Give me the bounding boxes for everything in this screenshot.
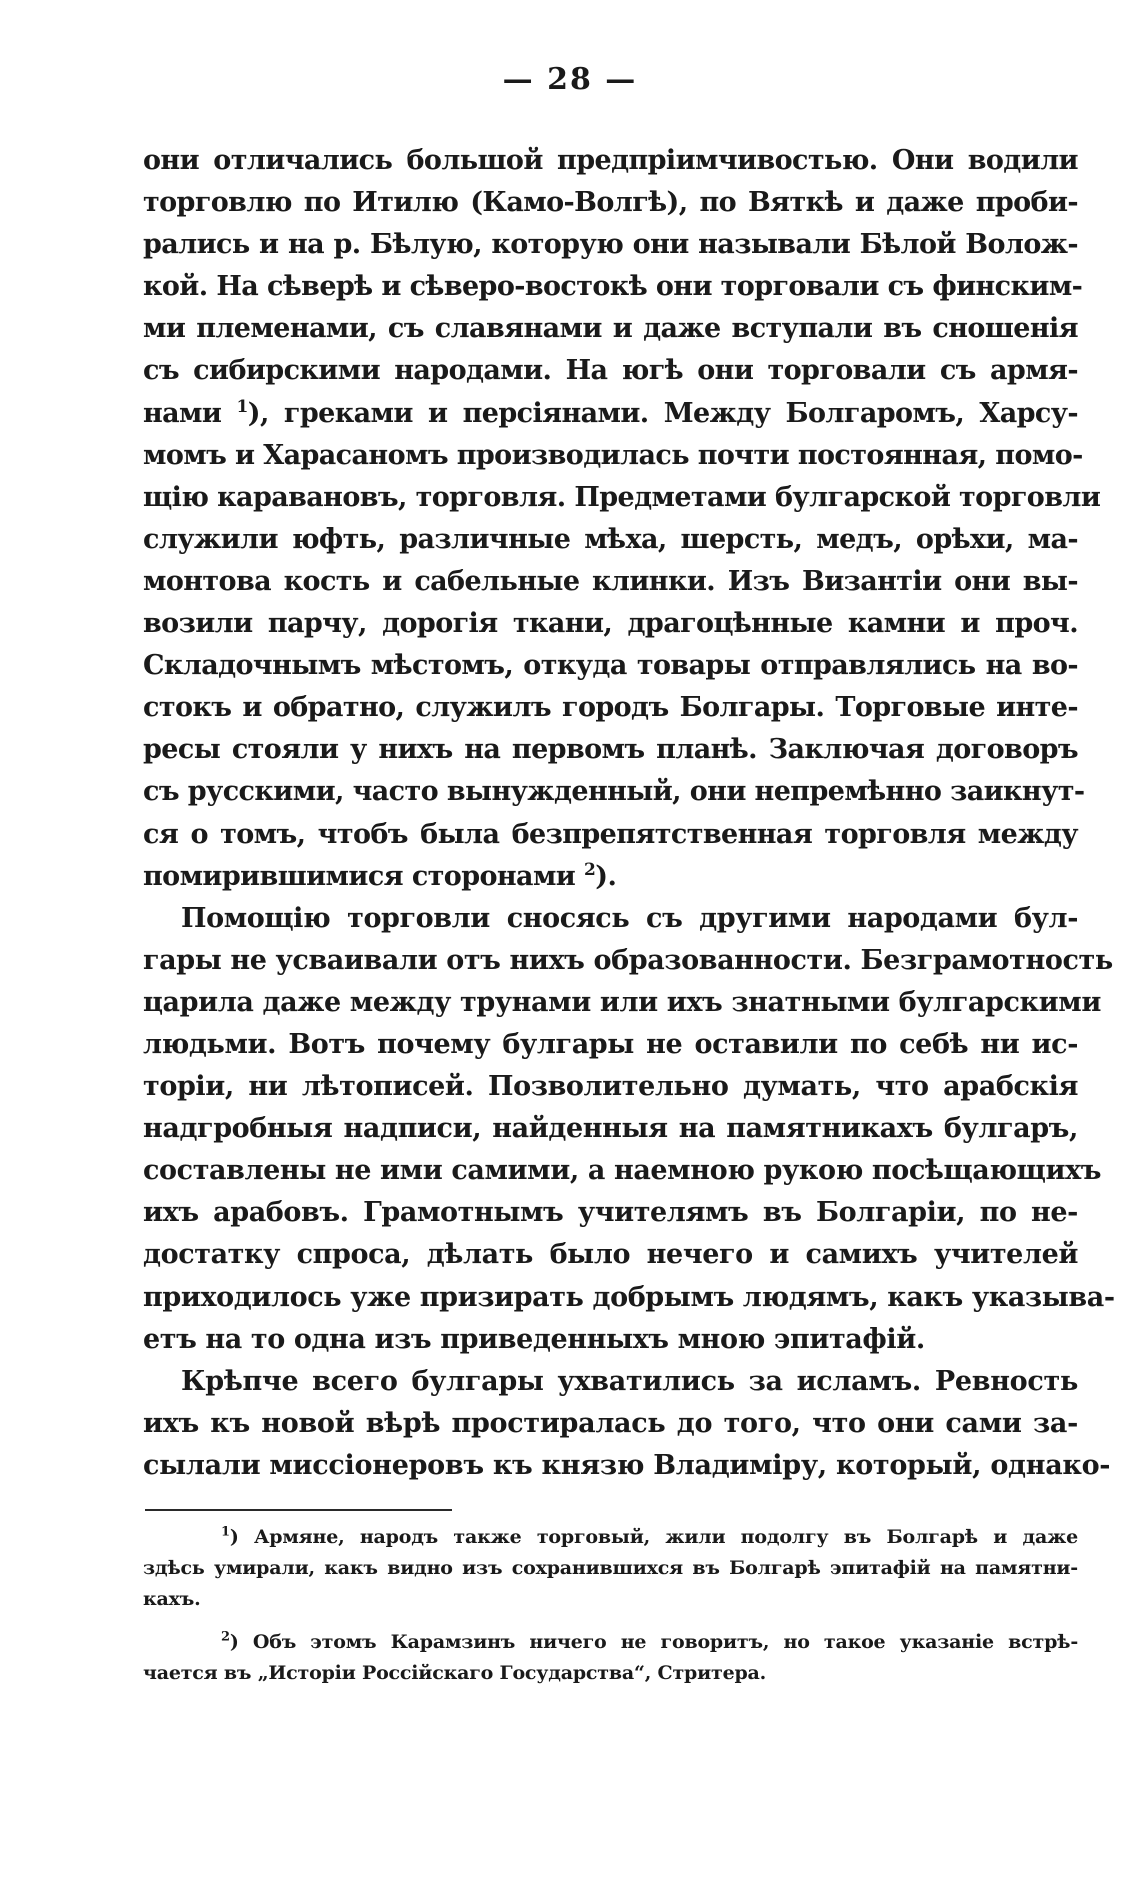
footnote-line: чается въ „Исторіи Россійскаго Государства“, Стритера. [143, 1662, 767, 1684]
text-line [143, 393, 1078, 435]
main-text [143, 140, 1115, 1487]
text-line: достатку спроса, дѣлать было нечего и самихъ учителей [143, 1239, 1078, 1271]
page-number: — 28 — [502, 62, 638, 97]
footnote-1 [143, 1522, 1078, 1615]
text-line: рались и на р. Бѣлую, которую они называли Бѣлой Волож- [143, 229, 1078, 261]
text-line: возили парчу, дорогія ткани, драгоцѣнные камни и проч. [143, 608, 1078, 640]
text-line: составлены не ими самими, а наемною рукою посѣщающихъ [143, 1155, 1102, 1187]
text-line: они отличались большой предпріимчивостью. Они водили [143, 145, 1078, 176]
text-line: стокъ и обратно, служилъ городъ Болгары. Торговые инте- [143, 692, 1078, 724]
footnote-line [143, 1627, 1078, 1658]
text-line [143, 856, 1078, 898]
text-line: съ сибирскими народами. На югѣ они торговали съ армя- [143, 355, 1078, 387]
text-line: надгробныя надписи, найденныя на памятникахъ булгаръ, [143, 1113, 1078, 1145]
text-segment: помирившимися сторонами [143, 860, 585, 892]
text-segment: ) Объ этомъ Карамзинъ ничего не говоритъ, но такое указаніе встрѣ- [229, 1631, 1078, 1653]
text-line: щію каравановъ, торговля. Предметами булгарской торговли [143, 481, 1101, 513]
text-line: момъ и Харасаномъ производилась почти постоянная, помо- [143, 439, 1083, 471]
text-line: людьми. Вотъ почему булгары не оставили по себѣ ни ис- [143, 1028, 1078, 1060]
paragraph-1 [143, 140, 1101, 898]
text-line: ся о томъ, чтобъ была безпрепятственная торговля между [143, 818, 1078, 850]
text-line: съ русскими, часто вынужденный, они непремѣнно заикнут- [143, 776, 1085, 808]
text-segment: нами [143, 397, 237, 429]
text-line: приходилось уже призирать добрымъ людямъ, какъ указыва- [143, 1281, 1115, 1313]
footnote-line: кахъ. [143, 1588, 201, 1610]
footnote-line [143, 1522, 1078, 1553]
text-line: ихъ арабовъ. Грамотнымъ учителямъ въ Болгаріи, по не- [143, 1197, 1078, 1229]
text-line: монтова кость и сабельные клинки. Изъ Византіи они вы- [143, 565, 1078, 597]
text-line: Складочнымъ мѣстомъ, откуда товары отправлялись на во- [143, 650, 1078, 682]
text-line: торіи, ни лѣтописей. Позволительно думать, что арабскія [143, 1071, 1078, 1103]
text-line: етъ на то одна изъ приведенныхъ мною эпитафій. [143, 1323, 925, 1355]
paragraph-3 [143, 1361, 1111, 1487]
text-line: ресы стояли у нихъ на первомъ планѣ. Заключая договоръ [143, 734, 1078, 766]
footnote-marker: 2 [221, 1629, 230, 1645]
text-segment: ), греками и персіянами. Между Болгаромъ, Харсу- [247, 397, 1079, 429]
text-line: ми племенами, съ славянами и даже вступали въ сношенія [143, 313, 1078, 345]
footnote-line: здѣсь умирали, какъ видно изъ сохранившихся въ Болгарѣ эпитафій на памятни- [143, 1557, 1078, 1579]
text-line: торговлю по Итилю (Камо-Волгѣ), по Вяткѣ и даже проби- [143, 187, 1078, 219]
text-line: Помощію торговли сносясь съ другими народами бул- [181, 902, 1078, 934]
text-line: служили юфть, различные мѣха, шерсть, медъ, орѣхи, ма- [143, 523, 1078, 555]
text-line: царила даже между трунами или ихъ знатными булгарскими [143, 986, 1101, 1018]
footnotes [143, 1522, 1078, 1689]
footnote-ref-1: 1 [236, 396, 248, 417]
footnote-marker: 1 [221, 1524, 230, 1540]
footnote-divider [145, 1509, 452, 1511]
text-line: сылали миссіонеровъ къ князю Владиміру, который, однако- [143, 1449, 1111, 1481]
text-line: кой. На сѣверѣ и сѣверо-востокѣ они торговали съ финским- [143, 271, 1083, 303]
text-segment: ). [595, 860, 617, 892]
footnote-2 [143, 1627, 1078, 1689]
text-line: гары не усваивали отъ нихъ образованности. Безграмотность [143, 944, 1113, 976]
text-line: Крѣпче всего булгары ухватились за исламъ. Ревность [181, 1365, 1078, 1397]
paragraph-2 [143, 898, 1115, 1361]
text-segment: ) Армяне, народъ также торговый, жили подолгу въ Болгарѣ и даже [229, 1526, 1078, 1548]
text-line: ихъ къ новой вѣрѣ простиралась до того, что они сами за- [143, 1407, 1078, 1439]
footnote-ref-2: 2 [584, 859, 596, 880]
